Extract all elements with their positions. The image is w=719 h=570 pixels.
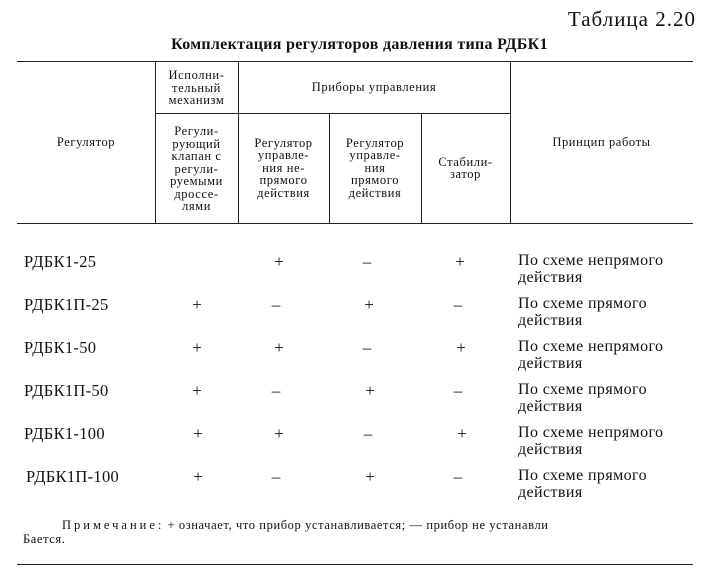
table-row	[0, 381, 719, 425]
valve-mark: +	[193, 467, 203, 486]
principle-text: По схеме непрямого действия	[518, 252, 664, 286]
stabilizer-mark: –	[453, 295, 463, 314]
header-stabilizer: Стабили- затор	[438, 154, 493, 181]
table-caption: Комплектация регуляторов давления типа РДБК1	[171, 36, 548, 53]
header-indirect-regulator: Регулятор управле- ния не- прямого действия	[254, 135, 313, 200]
valve-mark: +	[192, 381, 202, 400]
indirect-mark: –	[271, 381, 281, 400]
regulator-name: РДБК1-100	[24, 424, 105, 443]
table-row	[0, 424, 719, 468]
note-text-continued: Бается.	[23, 532, 66, 546]
indirect-mark: –	[271, 467, 281, 486]
header-regulator: Регулятор	[56, 134, 116, 149]
principle-text: По схеме непрямого действия	[518, 338, 664, 372]
header-mechanism-group: Исполни- тельный механизм	[168, 68, 225, 108]
table-row	[0, 295, 719, 339]
regulator-name: РДБК1П-25	[24, 295, 109, 314]
principle-text: По схеме прямого действия	[518, 467, 647, 501]
indirect-mark: +	[274, 252, 284, 271]
principle-text: По схеме прямого действия	[518, 295, 647, 329]
regulator-name: РДБК1-50	[24, 338, 97, 357]
direct-mark: –	[362, 252, 372, 271]
table-note	[23, 518, 713, 546]
indirect-mark: –	[271, 295, 281, 314]
table-number: Таблица 2.20	[567, 7, 696, 31]
direct-mark: –	[363, 424, 373, 443]
regulator-name: РДБК1П-50	[24, 381, 109, 400]
valve-mark: +	[192, 338, 202, 357]
principle-text: По схеме непрямого действия	[518, 424, 664, 458]
header-direct-regulator: Регулятор управле- ния прямого действия	[345, 135, 405, 200]
stabilizer-mark: +	[457, 424, 467, 443]
stabilizer-mark: +	[455, 252, 465, 271]
stabilizer-mark: –	[453, 381, 463, 400]
table-bottom-rule	[17, 564, 693, 565]
regulator-name: РДБК1-25	[24, 252, 97, 271]
note-label: Примечание:	[62, 518, 165, 532]
note-text: + означает, что прибор устанавливается; — прибор не устанавли	[167, 518, 549, 532]
direct-mark: +	[365, 467, 375, 486]
table-row	[0, 252, 719, 296]
valve-mark: +	[193, 424, 203, 443]
direct-mark: +	[364, 295, 374, 314]
principle-text: По схеме прямого действия	[518, 381, 647, 415]
regulator-name: РДБК1П-100	[26, 467, 120, 486]
table-row	[0, 467, 719, 511]
table-row	[0, 338, 719, 382]
header-principle: Принцип работы	[552, 134, 651, 149]
header-control-group: Приборы управления	[311, 79, 437, 94]
valve-mark: +	[192, 295, 202, 314]
indirect-mark: +	[274, 424, 284, 443]
indirect-mark: +	[274, 338, 284, 357]
stabilizer-mark: –	[453, 467, 463, 486]
header-valve: Регули- рующий клапан с регули- руемыми дроссе- лями	[170, 124, 223, 214]
header-bottom-rule	[17, 223, 693, 224]
stabilizer-mark: +	[456, 338, 466, 357]
direct-mark: +	[365, 381, 375, 400]
direct-mark: –	[362, 338, 372, 357]
